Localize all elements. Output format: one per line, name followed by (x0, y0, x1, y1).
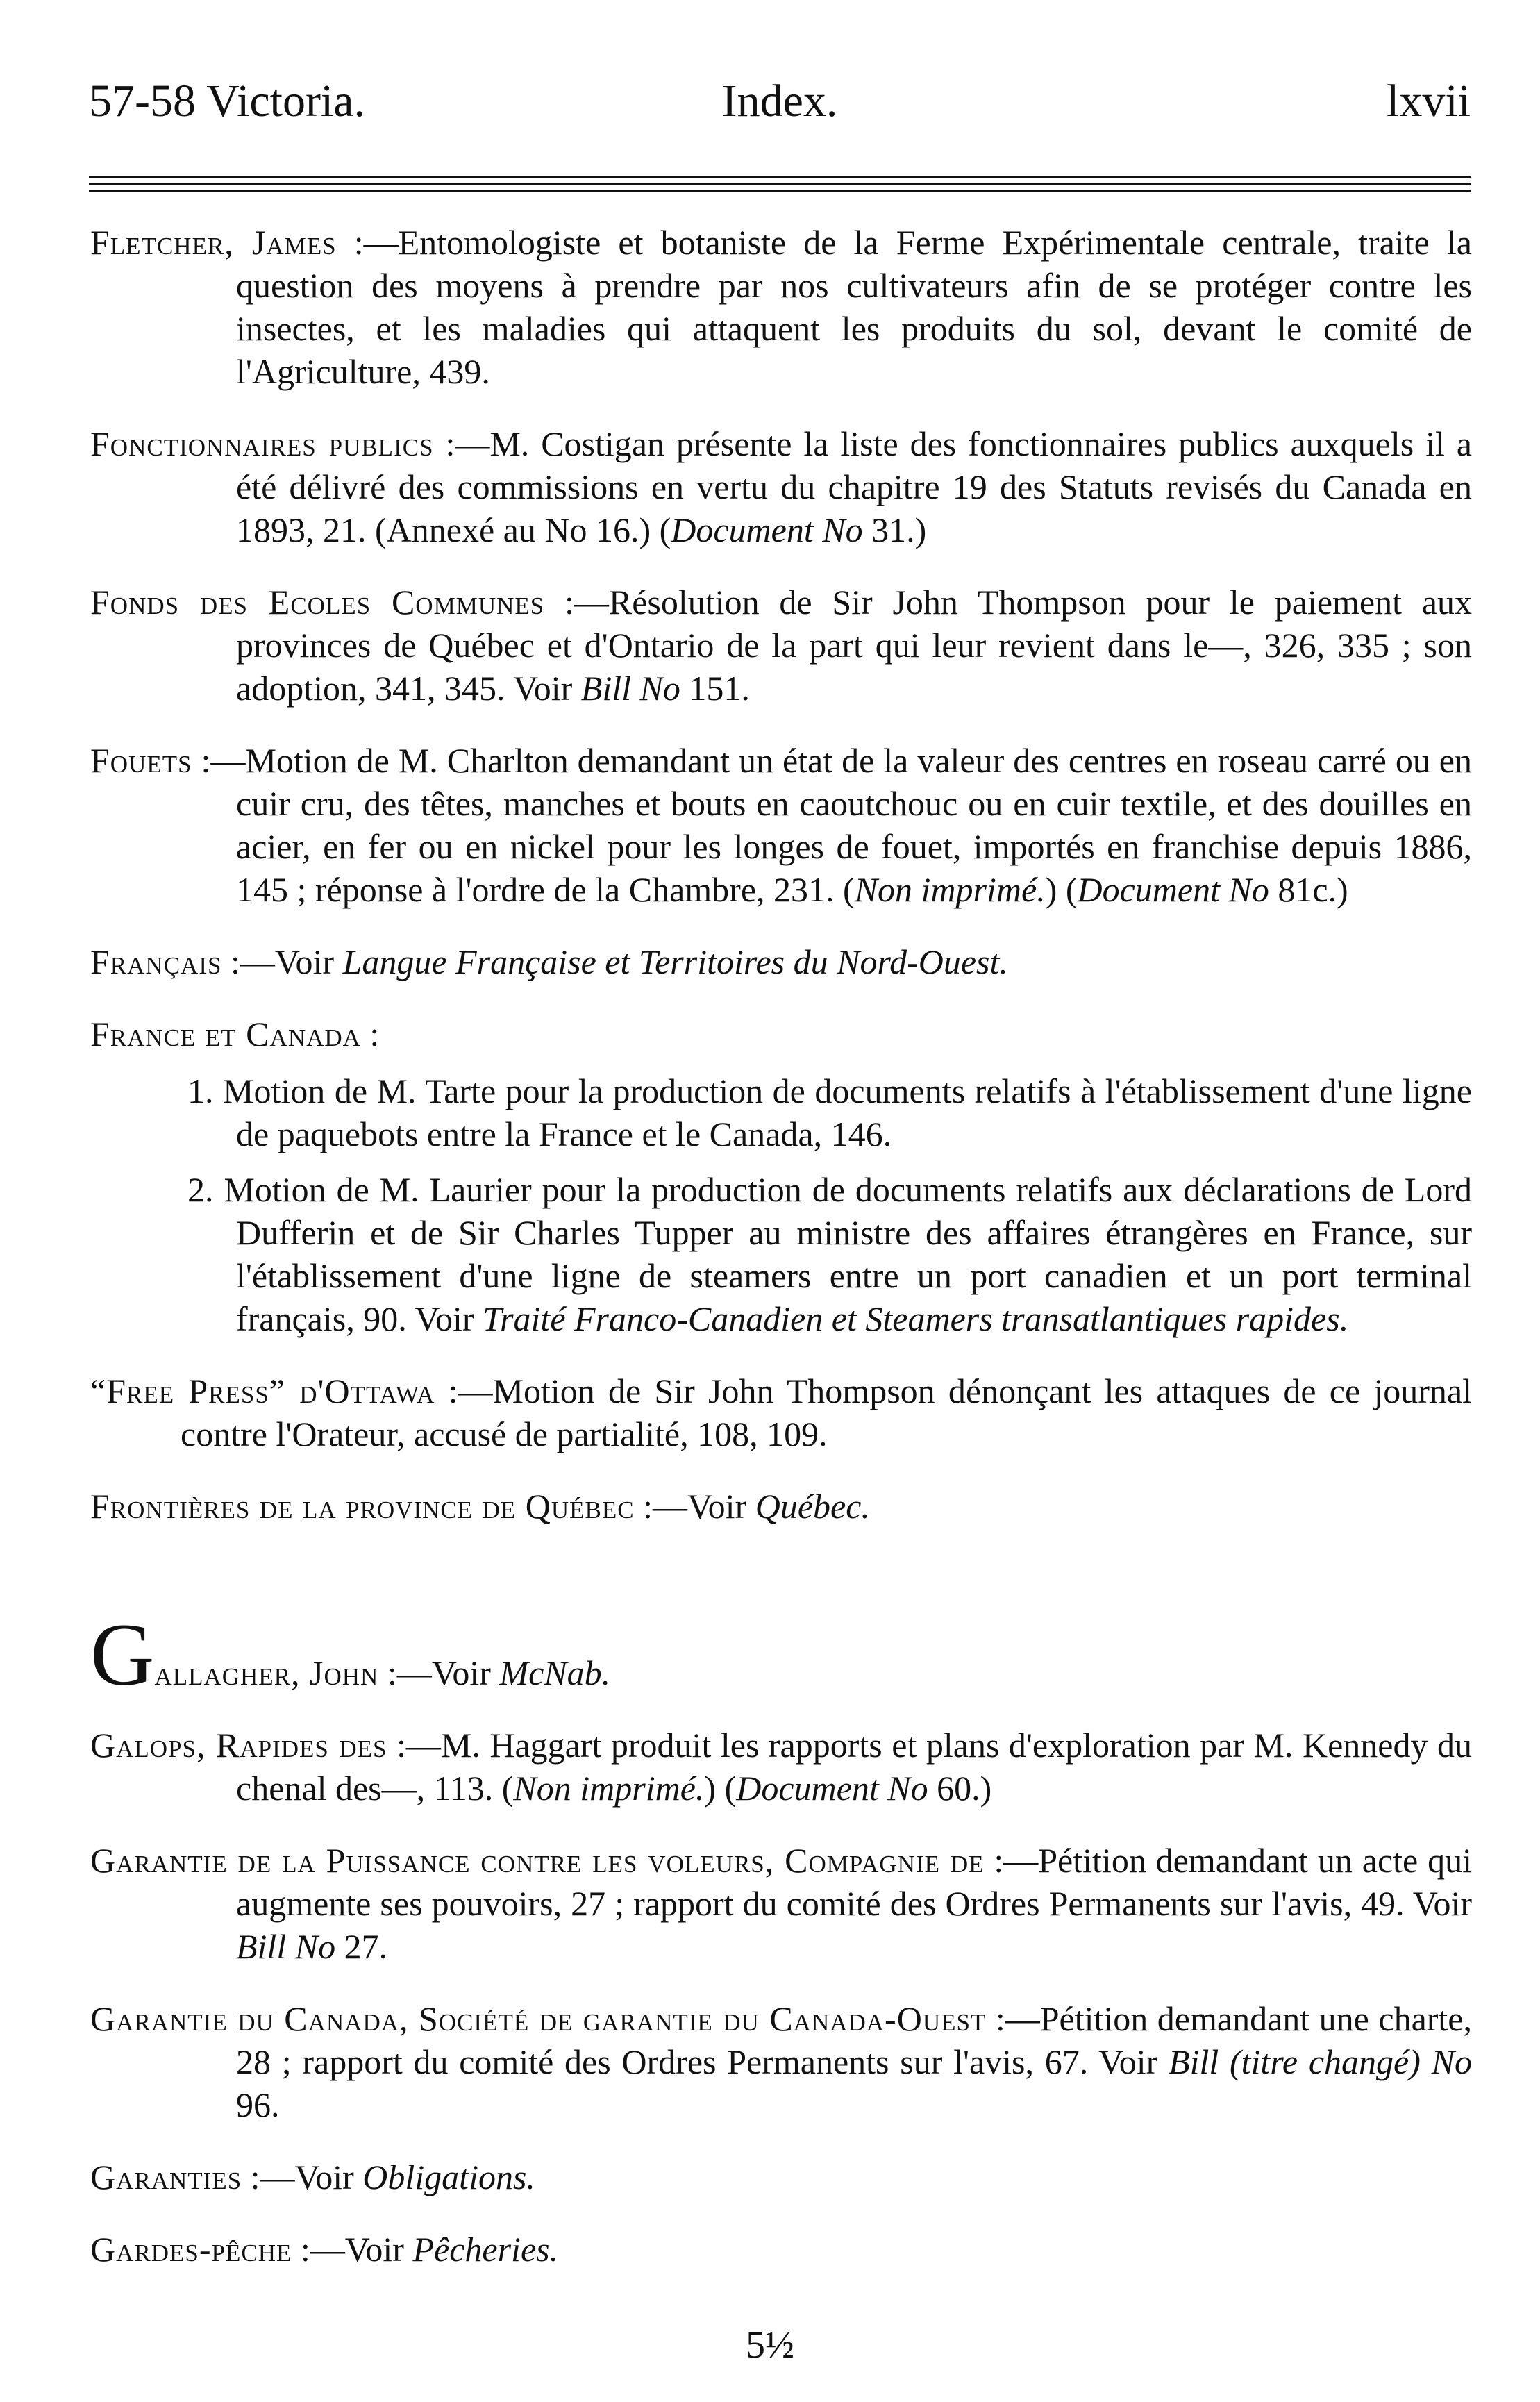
entry-text: :—Voir (634, 1487, 755, 1526)
index-entry (90, 581, 1472, 710)
subentry-number: 1. (187, 1071, 224, 1110)
drop-cap: G (90, 1605, 155, 1704)
entry-text: 31.) (862, 510, 927, 549)
entry-heading: Fletcher, James (90, 223, 337, 262)
header-page-number: lxvii (1386, 76, 1471, 126)
entry-text: ) ( (1045, 870, 1078, 909)
subentry-number: 2. (187, 1170, 224, 1209)
entry-text: 81c.) (1269, 870, 1348, 909)
index-entry (90, 1997, 1472, 2126)
entry-text: :—Motion de M. Charlton demandant un état de la valeur des centres en roseau carré ou en cuir cru, des têtes, manches et bouts en caoutchouc ou en cuir textile, et des douilles en acier, en fer ou en nickel pour les longes de fouet, importés en franchise depuis 1886, 145 ; réponse à l'ordre de la Chambre, 231. ( (192, 741, 1472, 909)
entry-heading: Gardes-pêche (90, 2230, 292, 2269)
signature-mark: 5½ (746, 2324, 794, 2367)
entry-text: :—M. Costigan présente la liste des fonctionnaires publics auxquels il a été délivré des commissions en vertu du chapitre 19 des Statuts revisés du Canada en 1893, 21. (Annexé au No 16.) ( (236, 424, 1472, 549)
index-entry (90, 1485, 1472, 1528)
entry-text: 96. (236, 2085, 280, 2124)
entry-heading: Galops, Rapides des (90, 1726, 387, 1765)
index-entry (90, 1369, 1472, 1456)
entry-reference: Langue Française et Territoires du Nord-Ouest. (342, 942, 1008, 981)
index-entries (90, 221, 1472, 2300)
entry-heading: France et Canada (90, 1015, 361, 1053)
entry-text: :—Voir (292, 2230, 413, 2269)
index-entry (90, 422, 1472, 551)
entry-text: :—Résolution de Sir John Thompson pour le paiement aux provinces de Québec et d'Ontario de la part qui leur revient dans le—, 326, 335 ; son adoption, 341, 345. Voir (236, 583, 1472, 708)
entry-heading: Fonds des Ecoles Communes (90, 583, 545, 622)
header-rule (89, 190, 1471, 192)
section-break (90, 1557, 1472, 1633)
entry-text: Motion de M. Tarte pour la production de documents relatifs à l'établissement d'une ligne de paquebots entre la France et le Canada, 146. (223, 1071, 1472, 1153)
entry-text: :—Voir (221, 942, 343, 981)
entry-reference: Document No (671, 510, 863, 549)
header-session: 57-58 Victoria. (89, 76, 366, 126)
entry-heading: allagher, John (154, 1653, 379, 1692)
index-entry (90, 739, 1472, 911)
entry-text: 60.) (928, 1769, 992, 1808)
entry-text: :—Voir (242, 2158, 363, 2196)
entry-heading: “Free Press” d'Ottawa (90, 1371, 435, 1410)
entry-heading: Garanties (90, 2158, 242, 2196)
index-entry (90, 2228, 1472, 2271)
entry-text: Motion de M. Laurier pour la production de documents relatifs aux déclarations de Lord Dufferin et de Sir Charles Tupper au ministre des affaires étrangères en France, sur l'établissement d'une ligne de steamers entre un port canadien et un port terminal français, 90. Voir (224, 1170, 1473, 1338)
page-header (89, 75, 1471, 131)
entry-text: :—M. Haggart produit les rapports et plans d'exploration par M. Kennedy du chenal des—, 113. ( (236, 1726, 1472, 1808)
entry-reference: Traité Franco-Canadien et Steamers transatlantiques rapides. (483, 1299, 1349, 1338)
index-entry (90, 940, 1472, 983)
entry-reference: Pêcheries. (412, 2230, 559, 2269)
entry-reference: Bill No (580, 669, 680, 708)
entry-text: :—Pétition demandant une charte, 28 ; rapport du comité des Ordres Permanents sur l'avis, 67. Voir (236, 1999, 1472, 2081)
entry-reference: Québec. (755, 1487, 870, 1526)
entry-text: 151. (680, 669, 750, 708)
entry-reference: Bill (titre changé) No (1169, 2042, 1472, 2081)
entry-heading: Fonctionnaires publics (90, 424, 434, 463)
index-entry (90, 1605, 1472, 1704)
entry-reference: Non imprimé. (854, 870, 1046, 909)
entry-reference: Document No (1077, 870, 1269, 909)
entry-reference: Obligations. (362, 2158, 535, 2196)
entry-text: :—Voir (378, 1653, 500, 1692)
entry-heading: Garantie de la Puissance contre les voleurs, Compagnie de (90, 1841, 985, 1880)
index-entry (90, 1012, 1472, 1056)
entry-text: :—Entomologiste et botaniste de la Ferme Expérimentale centrale, traite la question des moyens à prendre par nos cultivateurs afin de se protéger contre les insectes, et les maladies qui attaquent les produits du sol, devant le comité de l'Agriculture, 439. (236, 223, 1472, 391)
entry-heading: Garantie du Canada, Société de garantie du Canada-Ouest (90, 1999, 987, 2038)
index-entry (90, 1724, 1472, 1810)
entry-text: :—Pétition demandant un acte qui augmente ses pouvoirs, 27 ; rapport du comité des Ordres Permanents sur l'avis, 49. Voir (236, 1841, 1472, 1923)
entry-reference: Bill No (236, 1927, 336, 1966)
numbered-subentry (90, 1069, 1472, 1156)
entry-heading: Fouets (90, 741, 192, 780)
header-rule (89, 176, 1471, 178)
index-entry (90, 2155, 1472, 2199)
entry-text: ) ( (704, 1769, 737, 1808)
entry-heading: Frontières de la province de Québec (90, 1487, 635, 1526)
header-rule (89, 183, 1471, 185)
header-title: Index. (721, 76, 838, 126)
entry-text: : (360, 1015, 380, 1053)
numbered-subentry (90, 1168, 1472, 1340)
entry-reference: McNab. (499, 1653, 611, 1692)
entry-text: 27. (335, 1927, 388, 1966)
index-entry (90, 221, 1472, 393)
entry-reference: Document No (736, 1769, 928, 1808)
entry-text: :—Motion de Sir John Thompson dénonçant les attaques de ce journal contre l'Orateur, accusé de partialité, 108, 109. (181, 1371, 1472, 1453)
index-entry (90, 1839, 1472, 1968)
entry-heading: Français (90, 942, 222, 981)
entry-reference: Non imprimé. (513, 1769, 705, 1808)
